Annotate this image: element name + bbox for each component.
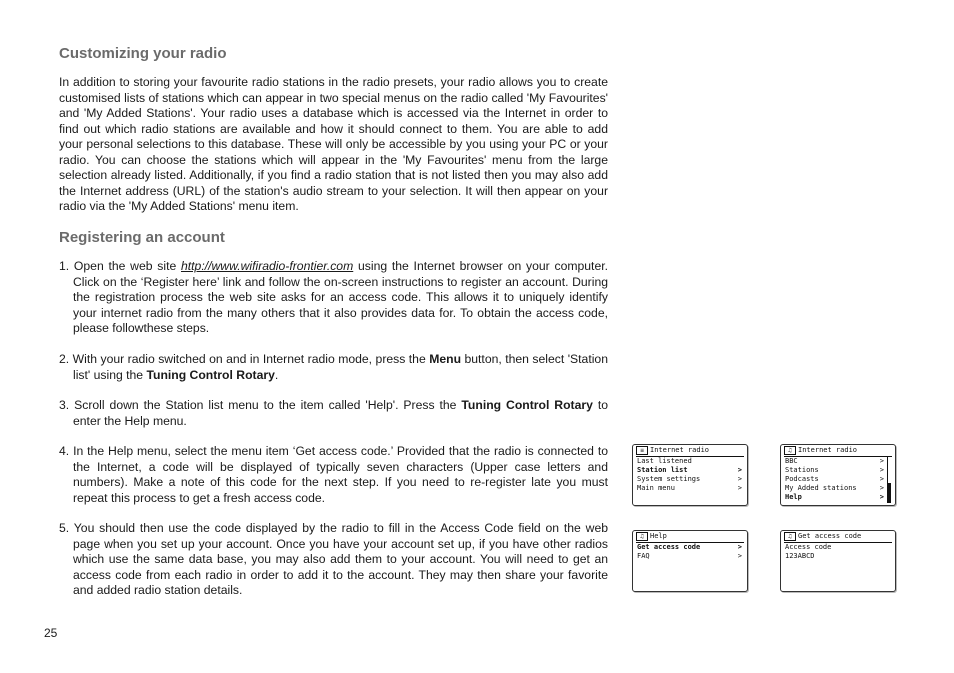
step-1: 1. Open the web site http://www.wifiradio-frontier.com using the Internet browser on your computer. Click on the ‘Register here’ link and follow the on-screen instructions to register an account. During the registration process the web site asks for an access code. This allows it to uniquely identify your internet radio from the many others that it also provides data for. To obtain the access code, please followthese steps. bbox=[59, 259, 608, 335]
section-heading-registering: Registering an account bbox=[59, 229, 225, 246]
internet-radio-icon: ♫ bbox=[784, 446, 796, 455]
radio-screen-internet-radio-menu bbox=[632, 444, 748, 506]
screen-menu-item: BBC > bbox=[785, 457, 884, 465]
screen-menu-item: Podcasts > bbox=[785, 475, 884, 483]
radio-screen-station-list bbox=[780, 444, 896, 506]
internet-radio-icon: ≡ bbox=[636, 446, 648, 455]
customizing-paragraph: In addition to storing your favourite radio stations in the radio presets, your radio allows you to create customised lists of stations which can appear in two special menus on the radio called 'My Favourites' and 'My Added Stations'. Your radio uses a database which is accessed via the Internet in order to find out which radio stations are available and how it should connect to them. You are able to add your personal selections to this database. These will only be accessible by you using your PC or your radio. You can choose the stations which will appear in the 'My Favourites' menu from the large selection already listed. Additionally, if you find a radio station that is not listed then you may also add the Internet address (URL) of the station's audio stream to your selection. It will then appear on your radio via the 'My Added Stations' menu item. bbox=[59, 75, 608, 213]
screen-title: Help bbox=[650, 532, 667, 540]
screen-menu-item: Stations > bbox=[785, 466, 884, 474]
scrollbar-thumb bbox=[888, 483, 891, 503]
internet-radio-icon: ♫ bbox=[636, 532, 648, 541]
internet-radio-icon: ♫ bbox=[784, 532, 796, 541]
radio-screen-access-code bbox=[780, 530, 896, 592]
screen-menu-item-selected: Get access code > bbox=[637, 543, 742, 551]
radio-screen-help-menu bbox=[632, 530, 748, 592]
access-code-value: 123ABCD bbox=[785, 552, 815, 560]
screen-title: Get access code bbox=[798, 532, 862, 540]
frontier-website-link[interactable]: http://www.wifiradio-frontier.com bbox=[180, 259, 354, 273]
step-5: 5. You should then use the code displayed by the radio to fill in the Access Code field on the web page when you set up your account. Once you have your account set up, if you have other radios which use the same data base, you may also add them to your account. You will need to get an access code from each radio in order to add it to the account. They may then share your favorite and added radio station details. bbox=[59, 521, 608, 597]
screen-title: Internet radio bbox=[798, 446, 858, 454]
page-number: 25 bbox=[44, 626, 58, 640]
screen-text-line: Access code bbox=[785, 543, 832, 551]
section-heading-customizing: Customizing your radio bbox=[59, 45, 227, 62]
scrollbar bbox=[887, 457, 891, 503]
screen-menu-item: Last listened bbox=[637, 457, 692, 465]
screen-menu-item: My Added stations > bbox=[785, 484, 884, 492]
screen-menu-item: FAQ > bbox=[637, 552, 742, 560]
screen-menu-item-selected: Station list > bbox=[637, 466, 742, 474]
step-3: 3. Scroll down the Station list menu to the item called 'Help'. Press the Tuning Control Rotary to enter the Help menu. bbox=[59, 398, 609, 428]
screen-title: Internet radio bbox=[650, 446, 710, 454]
screen-menu-item-selected: Help > bbox=[785, 493, 884, 501]
screen-menu-item: System settings > bbox=[637, 475, 742, 483]
step-4: 4. In the Help menu, select the menu item ‘Get access code.’ Provided that the radio is connected to the Internet, a code will be displayed of typically seven characters (Upper case letters and numbers). Make a note of this code for the next step. If you need to re-register late you must repeat this process to get a fresh access code. bbox=[59, 444, 608, 505]
screen-menu-item: Main menu > bbox=[637, 484, 742, 492]
step-2: 2. With your radio switched on and in Internet radio mode, press the Menu button, then select 'Station list' using the Tuning Control Rotary. bbox=[59, 352, 608, 382]
